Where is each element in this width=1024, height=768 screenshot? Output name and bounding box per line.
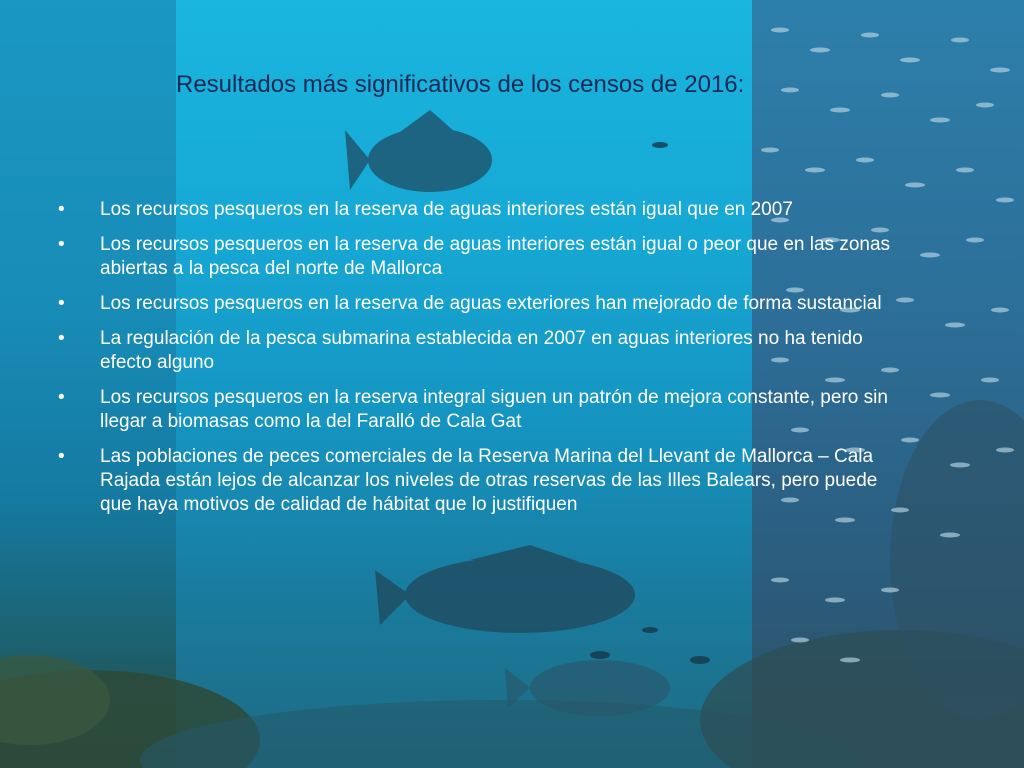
bullet-item [58, 445, 898, 517]
bullet-item [58, 386, 898, 434]
bullet-icon: • [58, 328, 65, 349]
bullet-icon: • [58, 446, 65, 467]
bullet-item [58, 292, 898, 316]
bullet-icon: • [58, 199, 65, 220]
slide-title: Resultados más significativos de los censos de 2016: [176, 71, 745, 98]
bullet-icon: • [58, 293, 65, 314]
bullet-icon: • [58, 234, 65, 255]
bullet-item [58, 198, 898, 222]
bullet-text: Los recursos pesqueros en la reserva de aguas interiores están igual o peor que en las zonas abiertas a la pesca del norte de Mallorca [100, 234, 891, 279]
bullet-icon: • [58, 387, 65, 408]
bullet-text: Los recursos pesqueros en la reserva de aguas exteriores han mejorado de forma sustancial [100, 293, 882, 314]
bullet-item [58, 327, 898, 375]
bullet-item [58, 233, 898, 281]
bullet-text: La regulación de la pesca submarina establecida en 2007 en aguas interiores no ha tenido efecto alguno [100, 328, 863, 373]
bullet-text: Las poblaciones de peces comerciales de la Reserva Marina del Llevant de Mallorca – Cala Rajada están lejos de alcanzar los niveles de otras reservas de las Illes Balears, pero puede que haya motivos de calidad de hábitat que lo justifiquen [100, 446, 878, 515]
bullet-text: Los recursos pesqueros en la reserva de aguas interiores están igual que en 2007 [100, 199, 793, 220]
bullet-text: Los recursos pesqueros en la reserva integral siguen un patrón de mejora constante, pero sin llegar a biomasas como la del Faralló de Cala Gat [100, 387, 888, 432]
bullet-list [58, 198, 898, 528]
